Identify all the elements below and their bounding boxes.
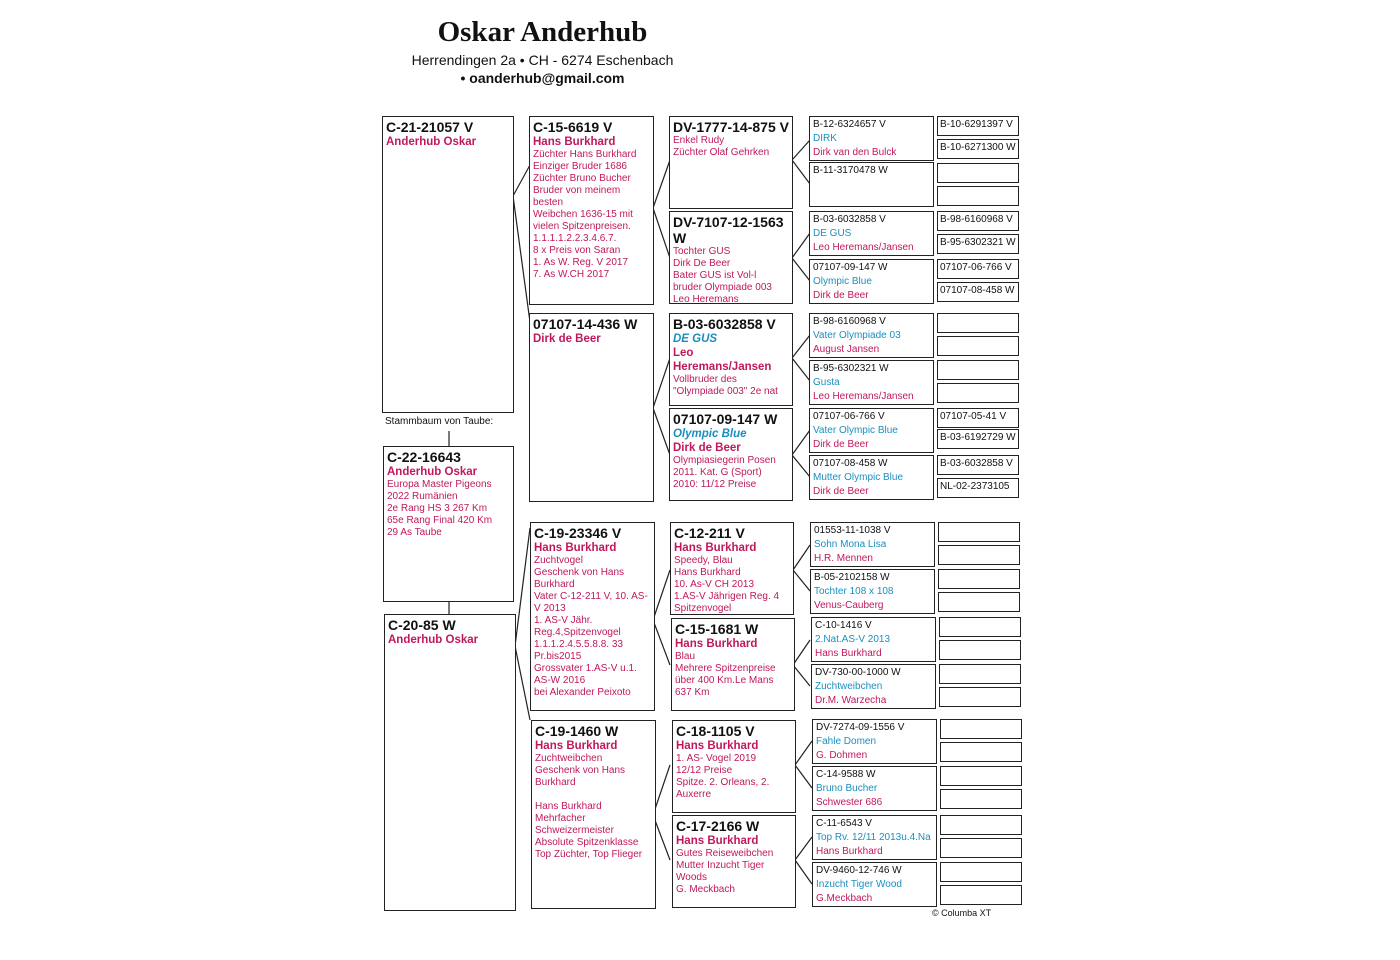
pedigree-card-gen5[interactable] — [940, 789, 1022, 809]
info-line: Bruder von meinem — [533, 185, 621, 196]
pedigree-card-gen5[interactable] — [940, 766, 1022, 786]
breeder-label: Dirk de Beer — [813, 439, 869, 450]
pedigree-card-gen4[interactable] — [809, 313, 934, 358]
pedigree-card-subject-sire[interactable] — [382, 116, 514, 413]
info-line: Auxerre — [676, 789, 712, 800]
breeder-label: Schwester 686 — [816, 797, 883, 808]
pedigree-card-gen4[interactable] — [811, 617, 936, 662]
info-line: Weibchen 1636-15 mit — [533, 209, 633, 220]
info-line: bruder Olympiade 003 — [673, 282, 772, 293]
pedigree-card-gen3[interactable] — [669, 116, 793, 209]
ring-number: DV-730-00-1000 W — [815, 667, 901, 678]
note-label: Top Rv. 12/11 2013u.4.Na — [816, 832, 931, 843]
info-line: Einziger Bruder 1686 — [533, 161, 627, 172]
pedigree-card-gen4[interactable] — [809, 455, 934, 500]
ring-number: 07107-14-436 W — [533, 316, 638, 332]
pedigree-card-gen5[interactable] — [939, 687, 1021, 707]
breeder-email: • oanderhub@gmail.com — [460, 70, 625, 86]
info-line: 65e Rang Final 420 Km — [387, 515, 493, 526]
info-line: Mehrfacher — [535, 813, 586, 824]
info-line: Vater C-12-211 V, 10. AS- — [534, 591, 648, 602]
ring-number: DV-7107-12-1563 W — [673, 214, 784, 246]
breeder-label: Anderhub Oskar — [387, 466, 478, 478]
info-line: besten — [533, 197, 564, 208]
breeder-label: Hans Burkhard — [816, 846, 883, 857]
info-line: 1.1.1.1.2.2.3.4.6.7. — [533, 233, 617, 244]
info-line: Top Züchter, Top Flieger — [535, 849, 643, 860]
info-line: 10. As-V CH 2013 — [674, 579, 755, 590]
breeder-label: Dirk de Beer — [813, 290, 869, 301]
note-label: DIRK — [813, 133, 837, 144]
info-line: Pr.bis2015 — [534, 651, 582, 662]
note-label: DE GUS — [813, 228, 852, 239]
info-line: AS-W 2016 — [534, 675, 586, 686]
info-line: Grossvater 1.AS-V u.1. — [534, 663, 637, 674]
pedigree-card-gen4[interactable] — [809, 360, 934, 405]
ring-number: B-95-6302321 W — [813, 363, 889, 374]
pedigree-card-gen5[interactable]: B-10-6291397 V — [937, 116, 1019, 136]
pedigree-card-gen5[interactable] — [938, 592, 1020, 612]
pedigree-card-gen5[interactable] — [939, 617, 1021, 637]
ring-number: C-22-16643 — [387, 449, 461, 465]
info-line: Olympiasiegerin Posen — [673, 455, 776, 466]
info-line: 2011. Kat. G (Sport) — [673, 467, 762, 478]
pedigree-card-gen5[interactable] — [940, 885, 1022, 905]
pedigree-card-gen5[interactable]: 07107-06-766 V — [937, 259, 1019, 279]
ring-number: B-98-6160968 V — [813, 316, 886, 327]
pedigree-card-gen4[interactable] — [812, 862, 937, 907]
breeder-label: Hans Burkhard — [815, 648, 882, 659]
breeder-label: August Jansen — [813, 344, 880, 355]
info-line: Hans Burkhard — [674, 567, 741, 578]
ring-number: B-03-6032858 V — [813, 214, 886, 225]
ring-number: 07107-06-766 V — [813, 411, 885, 422]
pedigree-card-gen5[interactable] — [937, 336, 1019, 356]
pedigree-card-gen4[interactable] — [809, 162, 934, 207]
ring-number: C-21-21057 V — [386, 119, 474, 135]
pedigree-card-gen4[interactable] — [810, 569, 935, 614]
pedigree-card-gen3[interactable] — [672, 815, 796, 908]
info-line: G. Meckbach — [676, 884, 735, 895]
pedigree-card-gen5[interactable] — [940, 742, 1022, 762]
pedigree-card-gen5[interactable]: 07107-08-458 W — [937, 282, 1019, 302]
ring-number: DV-1777-14-875 V — [673, 119, 789, 135]
info-line: Geschenk von Hans — [534, 567, 625, 578]
ring-number: B-12-6324657 V — [813, 119, 886, 130]
info-line: 1.1.1.2.4.5.5.8.8. 33 — [534, 639, 623, 650]
pedigree-card-gen3[interactable] — [670, 522, 794, 615]
ring-number: DV-9460-12-746 W — [816, 865, 902, 876]
info-line: Enkel Rudy — [673, 135, 725, 146]
pedigree-card-gen4[interactable] — [810, 522, 935, 567]
ring-number: 07107-08-458 W — [813, 458, 888, 469]
pedigree-card-gen5[interactable] — [940, 862, 1022, 882]
breeder-label: Dirk de Beer — [673, 442, 741, 454]
ring-number: C-15-6619 V — [533, 119, 613, 135]
strain-label: DE GUS — [673, 333, 718, 345]
note-label: Vater Olympiade 03 — [813, 330, 901, 341]
info-line: Spitze. 2. Orleans, 2. — [676, 777, 770, 788]
note-label: Zuchtweibchen — [815, 681, 883, 692]
info-line: über 400 Km.Le Mans — [675, 675, 774, 686]
info-line: 7. As W.CH 2017 — [533, 269, 610, 280]
pedigree-card-gen5[interactable] — [937, 163, 1019, 183]
note-label: Vater Olympic Blue — [813, 425, 898, 436]
info-line: Burkhard — [534, 579, 575, 590]
pedigree-card-gen5[interactable] — [939, 640, 1021, 660]
info-line: bei Alexander Peixoto — [534, 687, 631, 698]
note-label: Gusta — [813, 377, 840, 388]
info-line: Bater GUS ist Vol-l — [673, 270, 757, 281]
ring-number: B-05-2102158 W — [814, 572, 890, 583]
pedigree-card-gen3[interactable] — [669, 408, 793, 501]
breeder-label: Hans Burkhard — [676, 740, 759, 752]
info-line: Gutes Reiseweibchen — [676, 848, 774, 859]
pedigree-card-gen4[interactable] — [812, 815, 937, 860]
info-line: 637 Km — [675, 687, 710, 698]
info-line: 29 As Taube — [387, 527, 442, 538]
pedigree-card-gen5[interactable]: B-95-6302321 W — [937, 234, 1019, 254]
info-line: "Olympiade 003" 2e nat — [673, 386, 778, 397]
ring-number: C-18-1105 V — [676, 723, 755, 739]
info-line: Geschenk von Hans — [535, 765, 626, 776]
ring-number: C-14-9588 W — [816, 769, 876, 780]
pedigree-card-gen5[interactable] — [940, 719, 1022, 739]
pedigree-card-gen5[interactable] — [940, 838, 1022, 858]
info-line: Hans Burkhard — [535, 801, 602, 812]
stammbaum-label: Stammbaum von Taube: — [385, 416, 494, 427]
note-label: Fahle Domen — [816, 736, 877, 747]
pedigree-card-gen5[interactable] — [937, 360, 1019, 380]
pedigree-card-gen3[interactable] — [672, 720, 796, 813]
pedigree-card-gen2[interactable] — [529, 313, 654, 502]
info-line: Züchter Olaf Gehrken — [673, 147, 770, 158]
note-label: Olympic Blue — [813, 276, 872, 287]
pedigree-card-gen5[interactable]: B-10-6271300 W — [937, 139, 1019, 159]
breeder-label: Leo Heremans/Jansen — [813, 391, 914, 402]
breeder-label: G. Dohmen — [816, 750, 868, 761]
breeder-label: Leo Heremans/Jansen — [673, 347, 772, 373]
pedigree-card-gen5[interactable]: B-03-6032858 V — [937, 455, 1019, 475]
pedigree-card-gen5[interactable] — [939, 664, 1021, 684]
pedigree-card-gen5[interactable]: 07107-05-41 V — [937, 408, 1019, 428]
pedigree-card-gen4[interactable] — [811, 664, 936, 709]
note-label: Mutter Olympic Blue — [813, 472, 904, 483]
ring-number: B-11-3170478 W — [813, 165, 888, 176]
info-line: 2e Rang HS 3 267 Km — [387, 503, 488, 514]
ring-number: C-12-211 V — [674, 525, 745, 541]
info-line: Zuchtvogel — [534, 555, 583, 566]
copyright-note: © Columba XT — [932, 908, 992, 918]
breeder-address: Herrendingen 2a • CH - 6274 Eschenbach — [411, 52, 674, 68]
pedigree-card-gen3[interactable] — [671, 618, 795, 711]
pedigree-card-gen4[interactable] — [809, 211, 934, 256]
ring-number: 01553-11-1038 V — [814, 525, 891, 536]
info-line: Absolute Spitzenklasse — [535, 837, 639, 848]
info-line: Woods — [676, 872, 707, 883]
info-line: Züchter Bruno Bucher — [533, 173, 631, 184]
info-line: Spitzenvogel — [674, 603, 732, 614]
breeder-name: Oskar Anderhub — [437, 16, 648, 48]
ring-number: C-15-1681 W — [675, 621, 759, 637]
breeder-label: Anderhub Oskar — [388, 634, 479, 646]
info-line: 2022 Rumänien — [387, 491, 458, 502]
info-line: Leo Heremans — [673, 294, 739, 304]
ring-number: C-19-1460 W — [535, 723, 619, 739]
note-label: 2.Nat.AS-V 2013 — [815, 634, 891, 645]
info-line: 8 x Preis von Saran — [533, 245, 621, 256]
breeder-label: Hans Burkhard — [676, 835, 759, 847]
ring-number: 07107-09-147 W — [673, 411, 778, 427]
pedigree-card-gen5[interactable]: B-98-6160968 V — [937, 211, 1019, 231]
pedigree-card-gen4[interactable] — [809, 116, 934, 161]
pedigree-card-gen5[interactable] — [937, 313, 1019, 333]
pedigree-card-gen5[interactable] — [940, 815, 1022, 835]
breeder-label: Hans Burkhard — [533, 136, 616, 148]
info-line: Mehrere Spitzenpreise — [675, 663, 776, 674]
breeder-label: Dr.M. Warzecha — [815, 695, 887, 706]
pedigree-card-gen4[interactable] — [809, 259, 934, 304]
note-label: Sohn Mona Lisa — [814, 539, 887, 550]
pedigree-card-subject[interactable] — [383, 446, 514, 602]
breeder-label: H.R. Mennen — [814, 553, 873, 564]
info-line: 1. AS-V Jähr. — [534, 615, 593, 626]
info-line: Mutter Inzucht Tiger — [676, 860, 765, 871]
info-line: 2010: 11/12 Preise — [673, 479, 757, 490]
info-line: Dirk De Beer — [673, 258, 731, 269]
info-line: 12/12 Preise — [676, 765, 733, 776]
note-label: Tochter 108 x 108 — [814, 586, 894, 597]
info-line: Blau — [675, 651, 696, 662]
breeder-label: Dirk de Beer — [533, 333, 601, 345]
info-line: 1.AS-V Jährigen Reg. 4 — [674, 591, 780, 602]
info-line: Züchter Hans Burkhard — [533, 149, 637, 160]
breeder-label: Dirk de Beer — [813, 486, 869, 497]
note-label: Inzucht Tiger Wood — [816, 879, 902, 890]
ring-number: C-20-85 W — [388, 617, 456, 633]
breeder-label: G.Meckbach — [816, 893, 873, 904]
info-line: Vollbruder des — [673, 374, 737, 385]
ring-number: C-10-1416 V — [815, 620, 872, 631]
pedigree-card-gen5[interactable]: NL-02-2373105 — [937, 478, 1019, 498]
pedigree-card-gen4[interactable] — [812, 719, 937, 764]
ring-number: C-17-2166 W — [676, 818, 760, 834]
info-line — [535, 789, 652, 801]
ring-number: 07107-09-147 W — [813, 262, 888, 273]
ring-number: B-03-6032858 V — [673, 316, 776, 332]
info-line: 1. AS- Vogel 2019 — [676, 753, 757, 764]
pedigree-card-gen5[interactable] — [938, 569, 1020, 589]
ring-number: C-11-6543 V — [816, 818, 872, 829]
info-line: V 2013 — [534, 603, 566, 614]
ring-number: DV-7274-09-1556 V — [816, 722, 905, 733]
info-line: Schweizermeister — [535, 825, 614, 836]
pedigree-card-gen5[interactable] — [937, 383, 1019, 403]
pedigree-card-gen2[interactable] — [529, 116, 654, 305]
info-line: Burkhard — [535, 777, 576, 788]
breeder-label: Hans Burkhard — [674, 542, 757, 554]
info-line: Speedy, Blau — [674, 555, 733, 566]
strain-label: Olympic Blue — [673, 428, 747, 440]
info-line: Zuchtweibchen — [535, 753, 603, 764]
pedigree-card-subject-dam[interactable] — [384, 614, 516, 911]
info-line: Europa Master Pigeons — [387, 479, 492, 490]
pedigree-card-gen4[interactable] — [809, 408, 934, 453]
breeder-label: Dirk van den Bulck — [813, 147, 897, 158]
pedigree-card-gen5[interactable] — [938, 545, 1020, 565]
breeder-label: Leo Heremans/Jansen — [813, 242, 914, 253]
pedigree-card-gen5[interactable]: B-03-6192729 W — [937, 429, 1019, 449]
breeder-label: Hans Burkhard — [534, 542, 617, 554]
info-line: Reg.4,Spitzenvogel — [534, 627, 621, 638]
breeder-label: Venus-Cauberg — [814, 600, 884, 611]
pedigree-card-gen2[interactable] — [531, 720, 656, 909]
pedigree-card-gen3[interactable] — [669, 313, 793, 406]
pedigree-card-gen4[interactable] — [812, 766, 937, 811]
info-line: 1. As W. Reg. V 2017 — [533, 257, 629, 268]
ring-number: C-19-23346 V — [534, 525, 622, 541]
pedigree-card-gen5[interactable] — [938, 522, 1020, 542]
pedigree-card-gen2[interactable] — [530, 522, 655, 711]
breeder-label: Hans Burkhard — [535, 740, 618, 752]
breeder-label: Hans Burkhard — [675, 638, 758, 650]
info-line: Tochter GUS — [673, 246, 731, 257]
info-line: vielen Spitzenpreisen. — [533, 221, 631, 232]
pedigree-card-gen3[interactable] — [669, 211, 793, 304]
note-label: Bruno Bucher — [816, 783, 878, 794]
breeder-label: Anderhub Oskar — [386, 136, 477, 148]
pedigree-card-gen5[interactable] — [937, 186, 1019, 206]
